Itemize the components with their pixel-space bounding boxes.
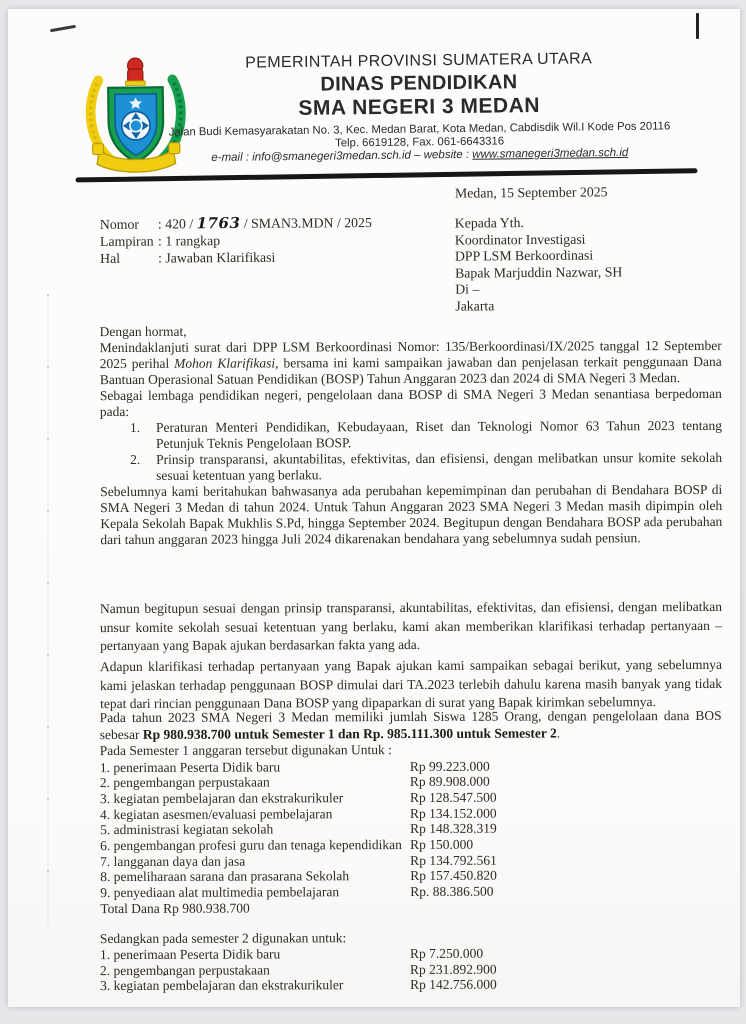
semester1-list bbox=[100, 757, 723, 916]
semester1-heading: Pada Semester 1 anggaran tersebut digunakan Untuk : bbox=[99, 742, 392, 759]
nomor-value bbox=[158, 214, 372, 232]
budget-amount: Rp 150.000 bbox=[410, 836, 474, 853]
budget-amount: Rp 231.892.900 bbox=[410, 961, 497, 977]
p1-italic: Mohon Klarifikasi bbox=[174, 355, 276, 371]
nomor-handwritten: 1763 bbox=[196, 213, 241, 233]
letterhead-address: Jalan Budi Kemasyarakatan No. 3, Kec. Medan Barat, Kota Medan, Cabdisdik Wil.I Kode Pos 20116 bbox=[168, 120, 671, 139]
budget-label: 2. pengembangan perpustakaan bbox=[99, 774, 270, 791]
p1-post: , bersama ini kami sampaikan jawaban dan penjelasan terkait penggunaan Dana Bantuan Operasional Satuan Pendidikan (BOSP) Tahun Anggaran 2023 dan 2024 di SMA Negeri 3 Medan. bbox=[99, 353, 722, 388]
budget-label: 8. pemeliharaan sarana dan prasarana Sekolah bbox=[100, 868, 350, 885]
salutation: Dengan hormat, bbox=[99, 323, 187, 340]
semester2-heading: Sedangkan pada semester 2 digunakan untuk: bbox=[99, 930, 347, 947]
budget-amount: Rp 148.328.319 bbox=[410, 821, 497, 837]
body-section-2 bbox=[100, 598, 722, 656]
paragraph-1 bbox=[100, 338, 722, 388]
recipient-line: Di – bbox=[455, 281, 480, 297]
budget-label: 1. penerimaan Peserta Didik baru bbox=[99, 758, 281, 775]
recipient-line: Koordinator Investigasi bbox=[454, 231, 586, 248]
budget-amount: Rp 89.908.000 bbox=[409, 773, 490, 790]
paper-crease bbox=[47, 294, 49, 924]
meta-row-lampiran bbox=[100, 231, 372, 250]
budget-amount: Rp 157.450.820 bbox=[410, 868, 497, 884]
budget-amount: Rp 142.756.000 bbox=[410, 976, 497, 993]
email-text: e-mail : info@smanegeri3medan.sch.id – website : bbox=[211, 148, 473, 164]
paragraph-4: Namun begitupun sesuai dengan prinsip transparansi, akuntabilitas, efektivitas, dan efisiensi, dengan melibatkan unsur komite sekolah sesuai ketentuan yang berlaku, kami akan memberikan klarifikasi terhadap pertanyaan – pertanyaan yang Bapak ajukan berdasarkan fakta yang ada. bbox=[99, 598, 723, 654]
regulation-number: 1. bbox=[129, 419, 141, 435]
recipient-line: Kepada Yth. bbox=[454, 215, 524, 231]
body-section-4 bbox=[100, 708, 723, 917]
lampiran-value: : 1 rangkap bbox=[157, 233, 221, 249]
date-line: Medan, 15 September 2025 bbox=[454, 184, 608, 201]
recipient-line: Bapak Marjuddin Nazwar, SH bbox=[455, 263, 623, 281]
recipient-block bbox=[455, 214, 623, 314]
budget-amount: Rp 128.547.500 bbox=[409, 789, 497, 805]
regulation-item bbox=[100, 450, 722, 484]
letter-page bbox=[8, 9, 740, 1007]
letterhead-school: SMA NEGERI 3 MEDAN bbox=[298, 93, 541, 120]
budget-row bbox=[100, 976, 722, 994]
hal-label: Hal bbox=[100, 250, 121, 266]
semester2-list bbox=[100, 945, 722, 994]
budget-label: 4. kegiatan asesmen/evaluasi pembelajaran bbox=[99, 805, 333, 822]
letter-meta bbox=[100, 214, 372, 267]
budget-amount: Rp 99.223.000 bbox=[409, 758, 490, 774]
budget-row bbox=[100, 883, 722, 901]
regulation-text: Peraturan Menteri Pendidikan, Kebudayaan, Riset dan Teknologi Nomor 63 Tahun 2023 tentang Petunjuk Teknis Pengelolaan BOSP. bbox=[155, 417, 722, 451]
letterhead-phone: Telp. 6619128, Fax. 061-6643316 bbox=[335, 135, 505, 150]
budget-amount: Rp. 88.386.500 bbox=[410, 883, 494, 900]
recipient-line: Jakarta bbox=[455, 297, 495, 314]
budget-label: 3. kegiatan pembelajaran dan ekstrakurikuler bbox=[99, 790, 344, 806]
semester1-total: Total Dana Rp 980.938.700 bbox=[100, 900, 250, 916]
budget-label: 3. kegiatan pembelajaran dan ekstrakurikuler bbox=[100, 977, 344, 994]
budget-label: 1. penerimaan Peserta Didik baru bbox=[99, 946, 281, 962]
paragraph-3: Sebelumnya kami beritahukan bahwasanya ada perubahan kepemimpinan dan perubahan di Bendahara BOSP di SMA Negeri 3 Medan di tahun 2024. Untuk Tahun Anggaran 2023 SMA Negeri 3 Medan masih dipimpin oleh Kepala Sekolah Bapak Mukhlis S.Pd, hingga September 2024. Begitupun dengan Bendahara BOSP ada perubahan dari tahun anggaran 2023 hingga Juli 2024 dikarenakan bendahara yang sebelumnya sudah pensiun. bbox=[100, 481, 723, 548]
body-section-5 bbox=[100, 929, 722, 994]
regulation-text: Prinsip transparansi, akuntabilitas, efektivitas, dan efisiensi, dengan melibatkan unsur komite sekolah sesuai ketentuan yang berlaku. bbox=[156, 449, 723, 483]
p6-post: . bbox=[556, 724, 561, 740]
pen-mark-top-left bbox=[50, 25, 76, 32]
nomor-label: Nomor bbox=[99, 216, 140, 232]
pen-mark-top-right bbox=[696, 13, 699, 39]
paragraph-2: Sebagai lembaga pendidikan negeri, pengelolaan dana BOSP di SMA Negeri 3 Medan senantiasa berpedoman pada: bbox=[99, 385, 722, 420]
budget-label: 6. pengembangan profesi guru dan tenaga kependidikan bbox=[100, 837, 402, 854]
budget-amount: Rp 134.152.000 bbox=[409, 805, 497, 821]
budget-label: 9. penyediaan alat multimedia pembelajaran bbox=[100, 884, 340, 901]
meta-row-nomor bbox=[100, 214, 372, 233]
p6-pre: Pada tahun 2023 SMA Negeri 3 Medan memiliki jumlah Siswa 1285 Orang, dengan pengelolaan dana BOS sebesar bbox=[99, 707, 722, 742]
nomor-post: / SMAN3.MDN / 2025 bbox=[240, 215, 372, 231]
letterhead-department: DINAS PENDIDIKAN bbox=[320, 71, 518, 96]
budget-label: 5. administrasi kegiatan sekolah bbox=[100, 821, 274, 838]
p1-pre: Menindaklanjuti surat dari DPP LSM Berkoordinasi Nomor: 135/Berkoordinasi/IX/2025 tanggal 12 September 2025 perihal bbox=[99, 337, 722, 372]
website-link: www.smanegeri3medan.sch.id bbox=[472, 146, 629, 161]
meta-row-hal bbox=[100, 248, 372, 267]
body-section-3 bbox=[100, 656, 722, 714]
regulation-item bbox=[100, 418, 722, 452]
budget-label: 7. langganan daya dan jasa bbox=[100, 853, 246, 869]
budget-amount: Rp 134.792.561 bbox=[410, 852, 497, 868]
recipient-line: DPP LSM Berkoordinasi bbox=[454, 247, 594, 264]
lampiran-label: Lampiran bbox=[99, 233, 154, 249]
paragraph-6 bbox=[100, 708, 722, 743]
p6-bold-amounts: Rp 980.938.700 untuk Semester 1 dan Rp. 985.111.300 untuk Semester 2 bbox=[142, 724, 557, 742]
body-section-1 bbox=[100, 322, 723, 548]
budget-amount: Rp 7.250.000 bbox=[409, 945, 484, 961]
paragraph-5: Adapun klarifikasi terhadap pertanyaan yang Bapak ajukan kami sampaikan sebagai berikut, yang sebelumnya kami jelaskan terhadap penggunaan BOSP dimulai dari TA.2023 terlebih dahulu karena masih banyak yang tidak tepat dari rincian penggunaan Dana BOSP yang dipaparkan di surat yang Bapak kirimkan sebelumnya. bbox=[99, 656, 723, 712]
letterhead-government: PEMERINTAH PROVINSI SUMATERA UTARA bbox=[245, 50, 593, 72]
letterhead bbox=[8, 47, 740, 164]
budget-label: 2. pengembangan perpustakaan bbox=[100, 961, 270, 978]
hal-value: : Jawaban Klarifikasi bbox=[158, 249, 276, 266]
nomor-pre: : 420 / bbox=[157, 216, 197, 232]
regulation-number: 2. bbox=[130, 451, 141, 467]
